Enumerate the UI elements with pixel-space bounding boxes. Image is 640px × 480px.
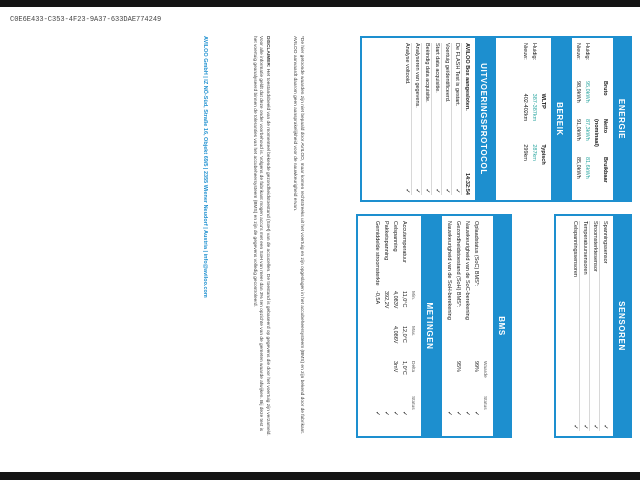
range-value: 402-402km <box>522 93 528 122</box>
col-min: Min. <box>410 291 415 301</box>
range-row-label: Nieuw: <box>522 43 528 60</box>
col-status: Status <box>410 396 415 410</box>
energy-value: 95,0kWh <box>584 81 590 103</box>
range-value: 387-387km <box>531 93 537 122</box>
check-icon: ✓ <box>592 424 598 430</box>
check-icon: ✓ <box>404 188 410 194</box>
bms-label: Nauwkeurigheid van de SoC-berekening <box>464 221 470 320</box>
check-icon: ✓ <box>572 424 578 430</box>
check-icon: ✓ <box>444 188 450 194</box>
protocol-head-time: 14:32:54 <box>464 172 470 195</box>
check-icon: ✓ <box>392 410 398 417</box>
energy-row-label: Huidig: <box>584 43 590 61</box>
measure-delta: 1,0°C <box>401 361 407 375</box>
disclaimer-text: DISCLAIMER: Het toestandsbeeld van de momenteel bekende gezondheidstoestand (SoH) van de accucellen. De toestand is gebaseerd op gegevens die door het voertuig zijn verzameld. Voor alle informatie geldt dat deze onder voorbehoud is. Volgens de fabrikant mogen accu's met een SoH van meer dan 3% ten opzichte van de gemeten waarde afwijken. Bij deze test is het voertuig geanalyseerd binnen de toleranties van het accubeheersysteem (BMS) en zijn de gegevens volledig gecontroleerd. <box>252 36 270 436</box>
bms-value: 95% <box>455 361 461 373</box>
protocol-step: Voertuig geïdentificeerd. <box>444 43 450 103</box>
card-title: METINGEN <box>421 216 438 436</box>
energy-card <box>570 36 632 202</box>
measure-label: Accutemperatuur <box>401 221 407 263</box>
measure-min: 392,2V <box>383 291 389 309</box>
execution-protocol-card <box>360 36 494 202</box>
protocol-step: Analyse voltooid. <box>404 43 410 85</box>
energy-row-label: Nieuw: <box>575 43 581 60</box>
energy-col-usable: Bruikbaar <box>602 157 608 183</box>
energy-value: 87,3kWh <box>584 119 590 141</box>
measure-max: 12,0°C <box>401 326 407 343</box>
col-value: Waarde <box>482 361 487 378</box>
sensor-item: Stroomsterktesensor <box>592 221 598 272</box>
measure-delta: 3mV <box>392 361 398 373</box>
check-icon: ✓ <box>473 410 479 417</box>
check-icon: ✓ <box>434 188 440 194</box>
range-value: 299km <box>522 144 528 161</box>
range-card <box>494 36 570 202</box>
sensor-item: Temperatuursensoren <box>582 221 588 275</box>
sensor-item: Celspanningssensoren <box>572 221 578 277</box>
check-icon: ✓ <box>455 410 461 417</box>
measure-min: 11,0°C <box>401 291 407 308</box>
energy-value: 98,9kWh <box>575 81 581 103</box>
measure-label: Gemiddelde stroomsterkte <box>374 221 380 286</box>
energy-value: 81,6kWh <box>584 157 590 179</box>
range-value: 287km <box>531 144 537 161</box>
col-delta: Delta <box>410 361 415 373</box>
bms-label: Nauwkeurigheid van de SoH-berekening <box>446 221 452 320</box>
check-icon: ✓ <box>446 410 452 417</box>
bms-value: 99% <box>473 361 479 373</box>
measure-label: Pakketspanning <box>383 221 389 261</box>
range-row-label: Huidig: <box>531 43 537 61</box>
range-col-wltp: WLTP <box>540 93 546 109</box>
bms-label: Oplaadstatus (SoC) BMS*: <box>473 221 479 287</box>
card-title: ENERGIE <box>613 38 630 200</box>
measure-label: Celspanning <box>392 221 398 252</box>
check-icon: ✓ <box>464 410 470 417</box>
check-icon: ✓ <box>374 410 380 417</box>
check-icon: ✓ <box>424 188 430 194</box>
check-icon: ✓ <box>454 188 460 194</box>
document-id: C0E6E433-C353-4F23-9A37-633DAE774249 <box>10 16 162 24</box>
check-icon: ✓ <box>582 424 588 430</box>
check-icon: ✓ <box>414 188 420 194</box>
energy-col-net: Netto (nominaal) <box>593 119 608 147</box>
energy-value: 91,0kWh <box>575 119 581 141</box>
bms-card <box>440 214 512 438</box>
measure-min: 4,083V <box>392 291 398 309</box>
measurements-card <box>356 214 440 438</box>
bms-label: Gezondheidstoestand (SoH) BMS*: <box>455 221 461 308</box>
measure-max: 4,086V <box>392 326 398 344</box>
footnote-text: *De hier getoonde waarden zijn niet bepaald door AVILOO, maar komen rechtstreeks uit het voertuig en zijn opgeslagen in het accubeheersysteem (BMS) en zijn bekend door de fabrikant. AVILOO aanvaardt daarom geen aansprakelijkheid voor de nauwkeurigheid ervan. <box>292 36 304 435</box>
protocol-step: Start data acquisitie. <box>434 43 440 93</box>
card-title: BEREIK <box>551 38 568 200</box>
protocol-head-label: AVILOO Box aangesloten. <box>464 43 470 111</box>
energy-value: 85,0kWh <box>575 157 581 179</box>
company-footer: AVILOO GmbH | IZ NÖ-Süd, Straße 16, Objekt 69/5 | 2355 Wiener Neudorf | Austria | info@aviloo.com <box>202 36 208 298</box>
col-status: Status <box>482 396 487 410</box>
card-title: BMS <box>493 216 510 436</box>
measure-min: -0,5A <box>374 291 380 305</box>
sensor-item: Spanningssensor <box>602 221 608 264</box>
sensors-card <box>554 214 632 438</box>
protocol-step: Analyseren van gegevens. <box>414 43 420 108</box>
protocol-step: De FLASH Test is gestart. <box>454 43 460 107</box>
check-icon: ✓ <box>401 410 407 417</box>
range-col-typical: Typisch <box>540 144 546 165</box>
col-max: Max. <box>410 326 415 337</box>
check-icon: ✓ <box>602 424 608 430</box>
card-title: SENSOREN <box>613 216 630 436</box>
energy-col-gross: Bruto <box>602 81 608 96</box>
bottom-edge-bar <box>0 472 640 480</box>
protocol-step: Beëindig data acquisitie. <box>424 43 430 103</box>
card-title: UITVOERINGSPROTOCOL <box>475 38 492 200</box>
check-icon: ✓ <box>383 410 389 417</box>
